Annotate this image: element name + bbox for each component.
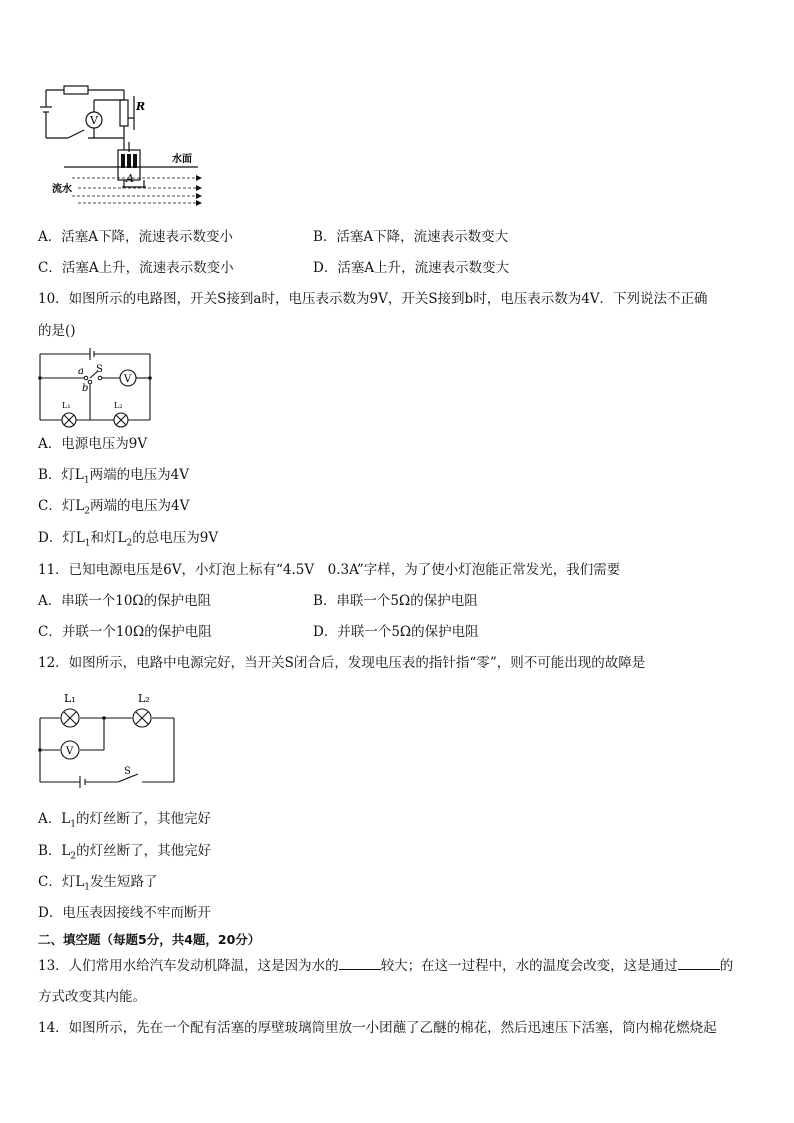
svg-text:L₂: L₂ — [138, 692, 150, 705]
svg-text:L₁: L₁ — [62, 401, 71, 410]
svg-text:V: V — [66, 746, 74, 757]
q10-stem-line1: 10．如图所示的电路图，开关S接到a时，电压表示数为9V，开关S接到b时，电压表示数为4V．下列说法不正确 — [38, 291, 708, 307]
q13-line1: 13．人们常用水给汽车发动机降温，这是因为水的 较大；在这一过程中，水的温度会改变，这是通过 的 — [38, 958, 734, 974]
q10-option-b: B．灯$L_1$两端的电压为4V — [38, 467, 189, 486]
svg-text:S: S — [124, 766, 131, 777]
svg-text:a: a — [78, 366, 84, 377]
q11-option-b: B．串联一个5Ω的保护电阻 — [313, 593, 478, 609]
svg-text:L₁: L₁ — [64, 692, 76, 705]
svg-text:A: A — [126, 172, 134, 185]
q12-stem: 12．如图所示，电路中电源完好，当开关S闭合后，发现电压表的指针指“零”，则不可能出现的故障是 — [38, 655, 646, 671]
svg-text:S: S — [96, 364, 103, 375]
q12-option-c: C．灯$L_1$发生短路了 — [38, 874, 158, 893]
q12-option-b: B．$L_2$的灯丝断了，其他完好 — [38, 843, 212, 862]
svg-text:水面: 水面 — [172, 154, 192, 165]
svg-text:V: V — [124, 374, 132, 385]
svg-text:R: R — [136, 100, 146, 113]
q11-option-a: A．串联一个10Ω的保护电阻 — [38, 593, 212, 609]
q10-stem-line2: 的是() — [38, 323, 76, 339]
section-heading-fill-in: 二、填空题（每题5分，共4题，20分） — [38, 932, 261, 947]
q12-option-d: D．电压表因接线不牢而断开 — [38, 905, 211, 921]
q9-option-a: A．活塞A下降，流速表示数变小 — [38, 229, 233, 245]
q9-figure — [38, 82, 208, 212]
q10-figure — [38, 346, 158, 426]
q14-stem: 14．如图所示，先在一个配有活塞的厚壁玻璃筒里放一小团蘸了乙醚的棉花，然后迅速压下活塞，筒内棉花燃烧起 — [38, 1020, 717, 1036]
q11-option-c: C．并联一个10Ω的保护电阻 — [38, 624, 212, 640]
q12-figure — [38, 690, 188, 790]
q10-option-a: A．电源电压为9V — [38, 436, 148, 452]
q10-option-c: C．灯$L_2$两端的电压为4V — [38, 498, 190, 517]
svg-text:流水: 流水 — [52, 184, 72, 195]
q13-blank-2[interactable] — [678, 957, 720, 970]
svg-text:V: V — [90, 114, 98, 127]
q11-stem: 11．已知电源电压是6V，小灯泡上标有“4.5V 0.3A”字样，为了使小灯泡能正常发光，我们需要 — [38, 562, 621, 578]
q12-option-a: A．$L_1$的灯丝断了，其他完好 — [38, 811, 211, 830]
q9-option-b: B．活塞A下降，流速表示数变大 — [313, 229, 509, 245]
svg-text:b: b — [82, 383, 89, 394]
q13-line2: 方式改变其内能。 — [38, 989, 146, 1005]
q9-option-c: C．活塞A上升，流速表示数变小 — [38, 260, 234, 276]
q10-option-d: D．灯$L_1$和灯$L_2$的总电压为9V — [38, 530, 219, 549]
svg-text:L₂: L₂ — [114, 401, 123, 410]
q13-blank-1[interactable] — [339, 957, 381, 970]
q11-option-d: D．并联一个5Ω的保护电阻 — [313, 624, 479, 640]
q9-option-d: D．活塞A上升，流速表示数变大 — [313, 260, 510, 276]
